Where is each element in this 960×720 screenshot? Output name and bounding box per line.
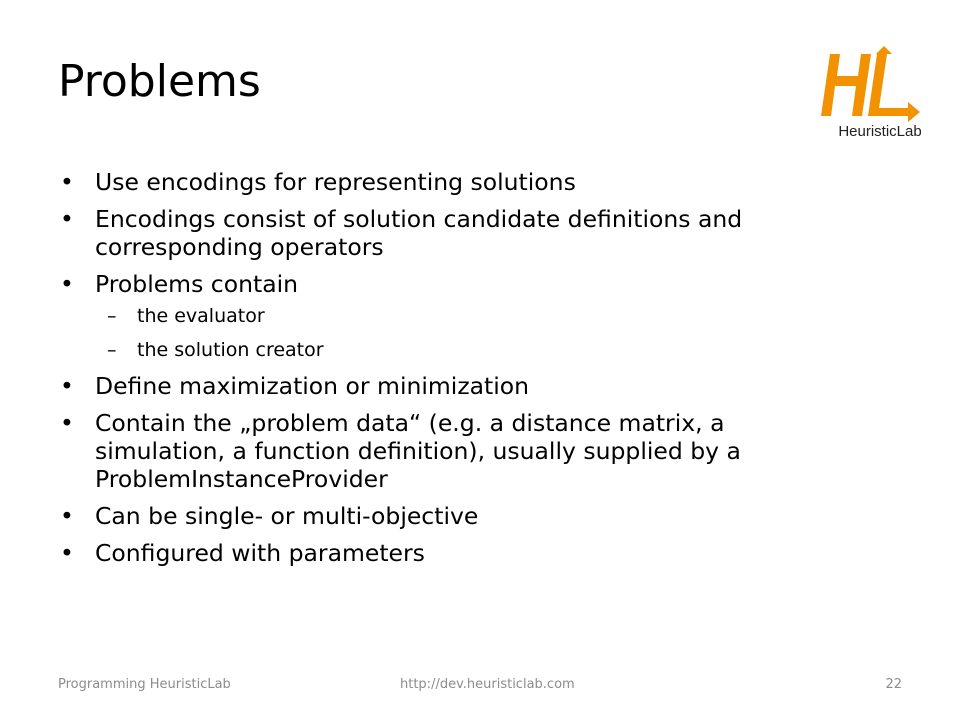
logo-wordmark: HeuristicLab <box>838 123 922 138</box>
slide-title: Problems <box>58 56 261 107</box>
bullet-icon: • <box>60 539 74 567</box>
logo-mark-icon <box>821 46 920 122</box>
list-item <box>58 168 858 196</box>
footer-url: http://dev.heuristiclab.com <box>400 677 575 692</box>
bullet-text: Can be single- or multi-objective <box>95 502 479 530</box>
bullet-text: Problems contain <box>95 270 299 298</box>
bullet-text: Encodings consist of solution candidate definitions and corresponding operators <box>95 205 743 261</box>
bullet-list <box>58 168 858 567</box>
sub-list-item <box>95 304 858 328</box>
list-item <box>58 409 858 493</box>
bullet-text: Configured with parameters <box>95 539 425 567</box>
bullet-text: Define maximization or minimization <box>95 372 530 400</box>
list-item <box>58 372 858 400</box>
sub-list-item <box>95 338 858 362</box>
page-number: 22 <box>885 677 902 692</box>
bullet-icon: • <box>60 409 74 437</box>
bullet-icon: • <box>60 502 74 530</box>
bullet-icon: • <box>60 270 74 298</box>
dash-icon: – <box>107 305 117 327</box>
sub-list <box>95 304 858 362</box>
list-item <box>58 205 858 261</box>
bullet-icon: • <box>60 205 74 233</box>
footer-title: Programming HeuristicLab <box>58 677 231 692</box>
dash-icon: – <box>107 339 117 361</box>
bullet-text: Contain the „problem data“ (e.g. a distance matrix, a simulation, a function definition), usually supplied by a ProblemInstanceProvider <box>95 409 741 493</box>
list-item <box>58 539 858 567</box>
list-item <box>58 270 858 362</box>
sub-item-text: the evaluator <box>137 305 265 327</box>
bullet-icon: • <box>60 372 74 400</box>
bullet-icon: • <box>60 168 74 196</box>
bullet-text: Use encodings for representing solutions <box>95 168 576 196</box>
sub-item-text: the solution creator <box>137 339 324 361</box>
heuristiclab-logo <box>818 38 942 138</box>
list-item <box>58 502 858 530</box>
